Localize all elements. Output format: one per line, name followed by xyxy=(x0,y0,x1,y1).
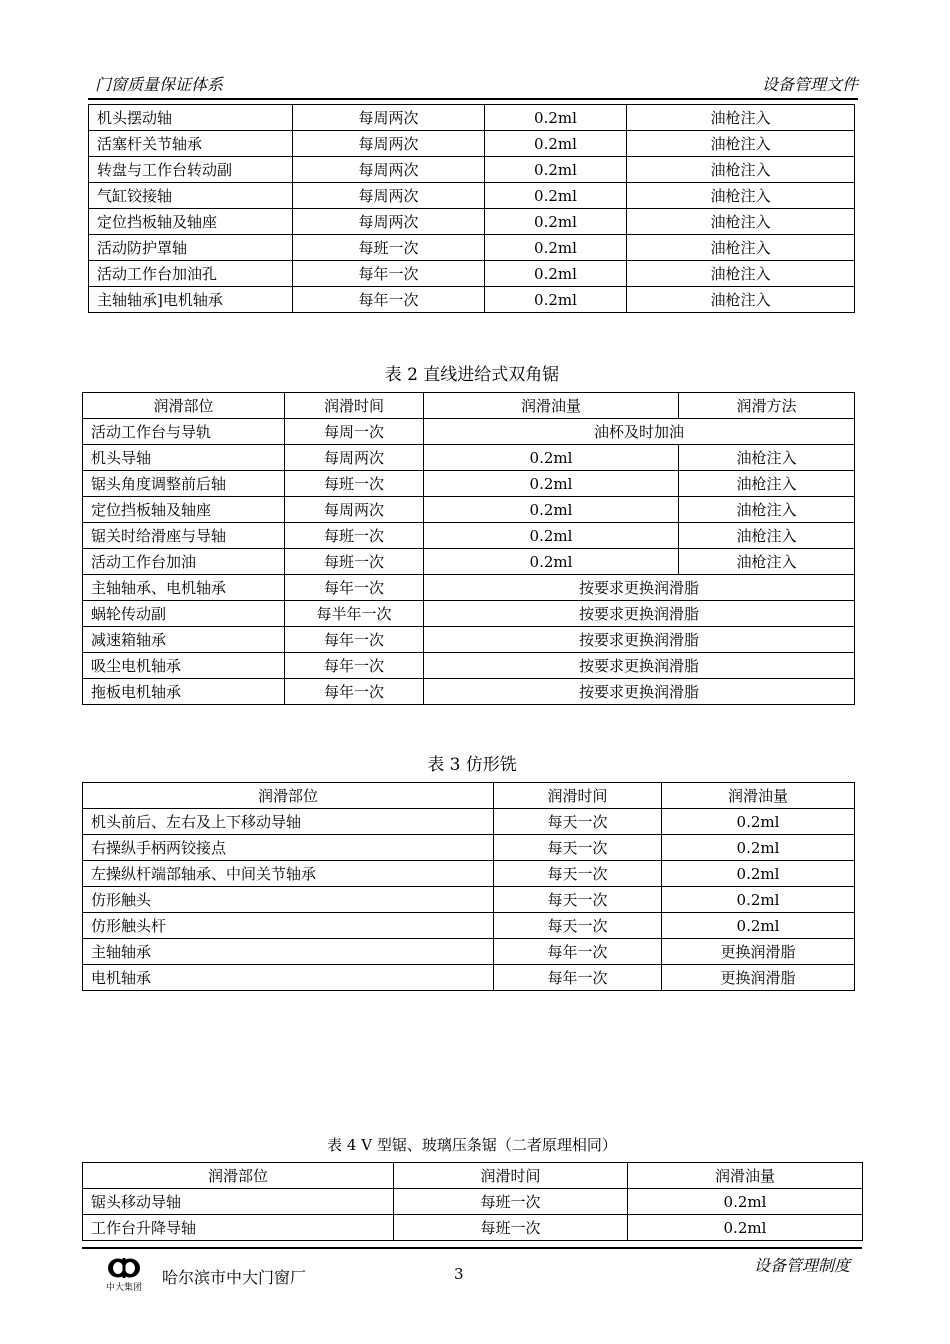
table-cell: 拖板电机轴承 xyxy=(83,679,285,705)
table-row xyxy=(89,105,855,131)
table-cell: 气缸铰接轴 xyxy=(89,183,293,209)
table-cell: 更换润滑脂 xyxy=(662,939,855,965)
table-cell: 锯头移动导轴 xyxy=(83,1189,394,1215)
table-cell: 每周两次 xyxy=(293,183,485,209)
table-cell: 每年一次 xyxy=(285,653,424,679)
table-cell: 减速箱轴承 xyxy=(83,627,285,653)
table-row xyxy=(89,235,855,261)
table-cell: 活塞杆关节轴承 xyxy=(89,131,293,157)
table-cell: 左操纵杆端部轴承、中间关节轴承 xyxy=(83,861,494,887)
table-header-cell: 润滑油量 xyxy=(424,393,679,419)
table-cell: 0.2ml xyxy=(628,1189,863,1215)
company-logo-icon xyxy=(107,1258,141,1278)
table-cell: 锯关时给滑座与导轴 xyxy=(83,523,285,549)
table-cell: 0.2ml xyxy=(485,157,627,183)
table-cell: 按要求更换润滑脂 xyxy=(424,679,855,705)
table-cell: 油枪注入 xyxy=(627,183,855,209)
table-cell: 0.2ml xyxy=(628,1215,863,1241)
table-row xyxy=(83,549,855,575)
table-cell: 0.2ml xyxy=(485,131,627,157)
table-4 xyxy=(82,1162,863,1241)
table-cell: 0.2ml xyxy=(485,287,627,313)
table-row xyxy=(89,209,855,235)
table-cell: 活动工作台加油 xyxy=(83,549,285,575)
table-cell: 定位挡板轴及轴座 xyxy=(83,497,285,523)
table-cell: 按要求更换润滑脂 xyxy=(424,653,855,679)
table-cell: 每周一次 xyxy=(285,419,424,445)
table-cell: 油杯及时加油 xyxy=(424,419,855,445)
table-cell: 每年一次 xyxy=(494,965,662,991)
table-header-cell: 润滑部位 xyxy=(83,393,285,419)
table-cell: 定位挡板轴及轴座 xyxy=(89,209,293,235)
table-cell: 电机轴承 xyxy=(83,965,494,991)
table-cell: 每班一次 xyxy=(285,471,424,497)
table-cell: 油枪注入 xyxy=(679,445,855,471)
table-row xyxy=(83,523,855,549)
table-row xyxy=(83,419,855,445)
table-cell: 机头前后、左右及上下移动导轴 xyxy=(83,809,494,835)
table-row xyxy=(89,261,855,287)
table-header-cell: 润滑油量 xyxy=(628,1163,863,1189)
table-cell: 每天一次 xyxy=(494,861,662,887)
table-3 xyxy=(82,782,855,991)
header-right-title: 设备管理文件 xyxy=(761,75,858,94)
table-cell: 0.2ml xyxy=(662,809,855,835)
table-row xyxy=(83,939,855,965)
table-row xyxy=(89,287,855,313)
table-cell: 工作台升降导轴 xyxy=(83,1215,394,1241)
table-header-cell: 润滑时间 xyxy=(494,783,662,809)
table-row xyxy=(83,627,855,653)
table-1-continued xyxy=(88,104,855,313)
footer-rule xyxy=(82,1247,862,1249)
table-cell: 油枪注入 xyxy=(627,261,855,287)
table-row xyxy=(83,601,855,627)
table-cell: 每周两次 xyxy=(285,497,424,523)
table-row xyxy=(83,835,855,861)
table-cell: 0.2ml xyxy=(485,235,627,261)
table-row xyxy=(83,861,855,887)
table-cell: 0.2ml xyxy=(485,105,627,131)
table-cell: 0.2ml xyxy=(424,497,679,523)
table-cell: 每天一次 xyxy=(494,887,662,913)
table-cell: 转盘与工作台转动副 xyxy=(89,157,293,183)
table-cell: 仿形触头 xyxy=(83,887,494,913)
table-cell: 0.2ml xyxy=(424,523,679,549)
table-header-cell: 润滑时间 xyxy=(285,393,424,419)
footer-right-title: 设备管理制度 xyxy=(753,1256,850,1275)
table-cell: 油枪注入 xyxy=(679,471,855,497)
table-row xyxy=(83,913,855,939)
table-cell: 0.2ml xyxy=(424,549,679,575)
table-row xyxy=(83,445,855,471)
table-row xyxy=(83,575,855,601)
table-cell: 0.2ml xyxy=(662,913,855,939)
table-row xyxy=(83,1189,863,1215)
table-cell: 每周两次 xyxy=(293,131,485,157)
table-cell: 每年一次 xyxy=(285,679,424,705)
table-cell: 0.2ml xyxy=(662,861,855,887)
table-cell: 每年一次 xyxy=(293,261,485,287)
table-row xyxy=(83,809,855,835)
table-cell: 每班一次 xyxy=(394,1189,628,1215)
table-cell: 活动工作台与导轨 xyxy=(83,419,285,445)
table-cell: 机头摆动轴 xyxy=(89,105,293,131)
table-header-row xyxy=(83,1163,863,1189)
table-cell: 油枪注入 xyxy=(627,209,855,235)
logo-caption: 中大集团 xyxy=(105,1283,142,1293)
table-row xyxy=(89,183,855,209)
table-cell: 按要求更换润滑脂 xyxy=(424,601,855,627)
table-cell: 活动防护罩轴 xyxy=(89,235,293,261)
table-cell: 油枪注入 xyxy=(627,157,855,183)
table-cell: 主轴轴承]电机轴承 xyxy=(89,287,293,313)
table-header-cell: 润滑方法 xyxy=(679,393,855,419)
table-row xyxy=(83,497,855,523)
table-cell: 0.2ml xyxy=(424,445,679,471)
table-cell: 每周两次 xyxy=(293,105,485,131)
table-row xyxy=(83,679,855,705)
table-4-caption: 表 4 V 型锯、玻璃压条锯（二者原理相同） xyxy=(327,1136,617,1154)
table-cell: 每年一次 xyxy=(285,627,424,653)
table-cell: 油枪注入 xyxy=(627,235,855,261)
table-header-row xyxy=(83,783,855,809)
table-cell: 按要求更换润滑脂 xyxy=(424,575,855,601)
table-2-caption: 表 2 直线进给式双角锯 xyxy=(384,365,560,385)
table-cell: 机头导轴 xyxy=(83,445,285,471)
table-cell: 主轴轴承 xyxy=(83,939,494,965)
table-cell: 每天一次 xyxy=(494,835,662,861)
table-cell: 油枪注入 xyxy=(627,287,855,313)
table-cell: 油枪注入 xyxy=(679,497,855,523)
table-cell: 每年一次 xyxy=(293,287,485,313)
table-cell: 蜗轮传动副 xyxy=(83,601,285,627)
table-row xyxy=(83,653,855,679)
table-cell: 每年一次 xyxy=(494,939,662,965)
table-header-cell: 润滑油量 xyxy=(662,783,855,809)
table-row xyxy=(83,887,855,913)
table-cell: 每班一次 xyxy=(394,1215,628,1241)
table-cell: 每半年一次 xyxy=(285,601,424,627)
table-cell: 每天一次 xyxy=(494,809,662,835)
table-cell: 每天一次 xyxy=(494,913,662,939)
table-header-row xyxy=(83,393,855,419)
table-cell: 油枪注入 xyxy=(627,105,855,131)
table-cell: 0.2ml xyxy=(662,835,855,861)
table-cell: 每班一次 xyxy=(293,235,485,261)
table-cell: 每班一次 xyxy=(285,523,424,549)
table-header-cell: 润滑时间 xyxy=(394,1163,628,1189)
table-header-cell: 润滑部位 xyxy=(83,783,494,809)
header-rule xyxy=(88,98,858,100)
table-row xyxy=(83,471,855,497)
table-row xyxy=(89,157,855,183)
company-name: 哈尔滨市中大门窗厂 xyxy=(162,1268,307,1287)
table-cell: 0.2ml xyxy=(485,261,627,287)
table-header-cell: 润滑部位 xyxy=(83,1163,394,1189)
table-2 xyxy=(82,392,855,705)
table-cell: 每周两次 xyxy=(285,445,424,471)
header-left-title: 门窗质量保证体系 xyxy=(95,75,224,94)
table-cell: 主轴轴承、电机轴承 xyxy=(83,575,285,601)
table-cell: 每班一次 xyxy=(285,549,424,575)
table-cell: 0.2ml xyxy=(424,471,679,497)
table-cell: 按要求更换润滑脂 xyxy=(424,627,855,653)
table-cell: 吸尘电机轴承 xyxy=(83,653,285,679)
table-cell: 锯头角度调整前后轴 xyxy=(83,471,285,497)
table-cell: 每周两次 xyxy=(293,209,485,235)
table-cell: 0.2ml xyxy=(485,183,627,209)
page-number: 3 xyxy=(454,1265,464,1283)
table-cell: 油枪注入 xyxy=(627,131,855,157)
table-cell: 每周两次 xyxy=(293,157,485,183)
table-cell: 0.2ml xyxy=(662,887,855,913)
table-cell: 活动工作台加油孔 xyxy=(89,261,293,287)
table-row xyxy=(83,1215,863,1241)
table-cell: 更换润滑脂 xyxy=(662,965,855,991)
table-cell: 每年一次 xyxy=(285,575,424,601)
table-cell: 仿形触头杆 xyxy=(83,913,494,939)
table-row xyxy=(89,131,855,157)
table-row xyxy=(83,965,855,991)
table-3-caption: 表 3 仿形铣 xyxy=(427,755,517,775)
company-logo xyxy=(100,1258,148,1293)
table-cell: 右操纵手柄两铰接点 xyxy=(83,835,494,861)
table-cell: 0.2ml xyxy=(485,209,627,235)
table-cell: 油枪注入 xyxy=(679,549,855,575)
table-cell: 油枪注入 xyxy=(679,523,855,549)
